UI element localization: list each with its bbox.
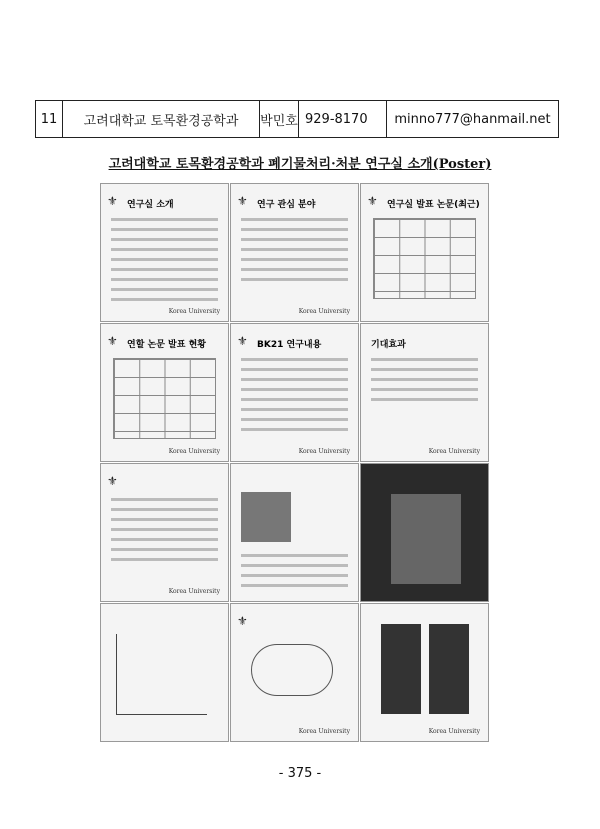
slide-text-block [241,218,348,301]
slide-voc-research [230,603,359,742]
slide-title: 연구실 발표 논문(최근) [387,200,480,210]
slide-table [113,358,216,439]
field-photo-image [241,492,291,542]
graph-image [116,634,207,715]
university-logo-icon: ⚜ [107,194,118,208]
slide-title: 연할 논문 발표 현황 [127,340,206,350]
university-logo-icon: ⚜ [107,334,118,348]
slide-title: 기대효과 [371,340,406,350]
slide-paper-stats [100,323,229,462]
name-cell: 박민호 [260,101,299,137]
slide-text-block [241,358,348,441]
slide-apparatus-photos [360,603,489,742]
slide-research-interests [230,183,359,322]
slide-footer: Korea University [428,448,480,455]
slide-experiment-graph [100,603,229,742]
slide-lab-equipment-photo [360,463,489,602]
slide-footer: Korea University [298,308,350,315]
slide-text-block [111,218,218,301]
university-logo-icon: ⚜ [237,194,248,208]
slide-footer: Korea University [428,728,480,735]
university-logo-icon: ⚜ [107,474,118,488]
slide-footer: Korea University [298,448,350,455]
slide-text-block [371,358,478,441]
slide-text-block [241,554,348,581]
info-table-row [35,100,559,138]
slide-text-block [111,498,218,581]
slide-footer: Korea University [168,588,220,595]
department-cell: 고려대학교 토목환경공학과 [63,101,260,137]
slide-title: BK21 연구내용 [257,340,322,350]
row-number: 11 [36,101,63,137]
university-logo-icon: ⚜ [367,194,378,208]
slide-field-photos [230,463,359,602]
slide-footer: Korea University [298,728,350,735]
slide-expected-effects [360,323,489,462]
slide-lab-intro [100,183,229,322]
apparatus-photo-image [429,624,469,714]
slide-footer: Korea University [168,448,220,455]
page-number: - 375 - [278,766,322,781]
slide-footer: Korea University [168,308,220,315]
slide-title: 연구 관심 분야 [257,200,316,210]
poster-title: 고려대학교 토목환경공학과 폐기물처리·처분 연구실 소개(Poster) [108,157,492,172]
slide-title: 연구실 소개 [127,200,174,210]
university-logo-icon: ⚜ [237,614,248,628]
equipment-photo-image [391,494,461,584]
apparatus-photo-image [381,624,421,714]
slide-bk21-research [230,323,359,462]
university-logo-icon: ⚜ [237,334,248,348]
diagram-image [251,644,333,696]
email-cell: minno777@hanmail.net [394,111,551,127]
slide-treatment-process [100,463,229,602]
slide-recent-papers [360,183,489,322]
phone-cell: 929-8170 [299,101,387,137]
poster-slide-grid [100,183,490,743]
slide-table [373,218,476,299]
